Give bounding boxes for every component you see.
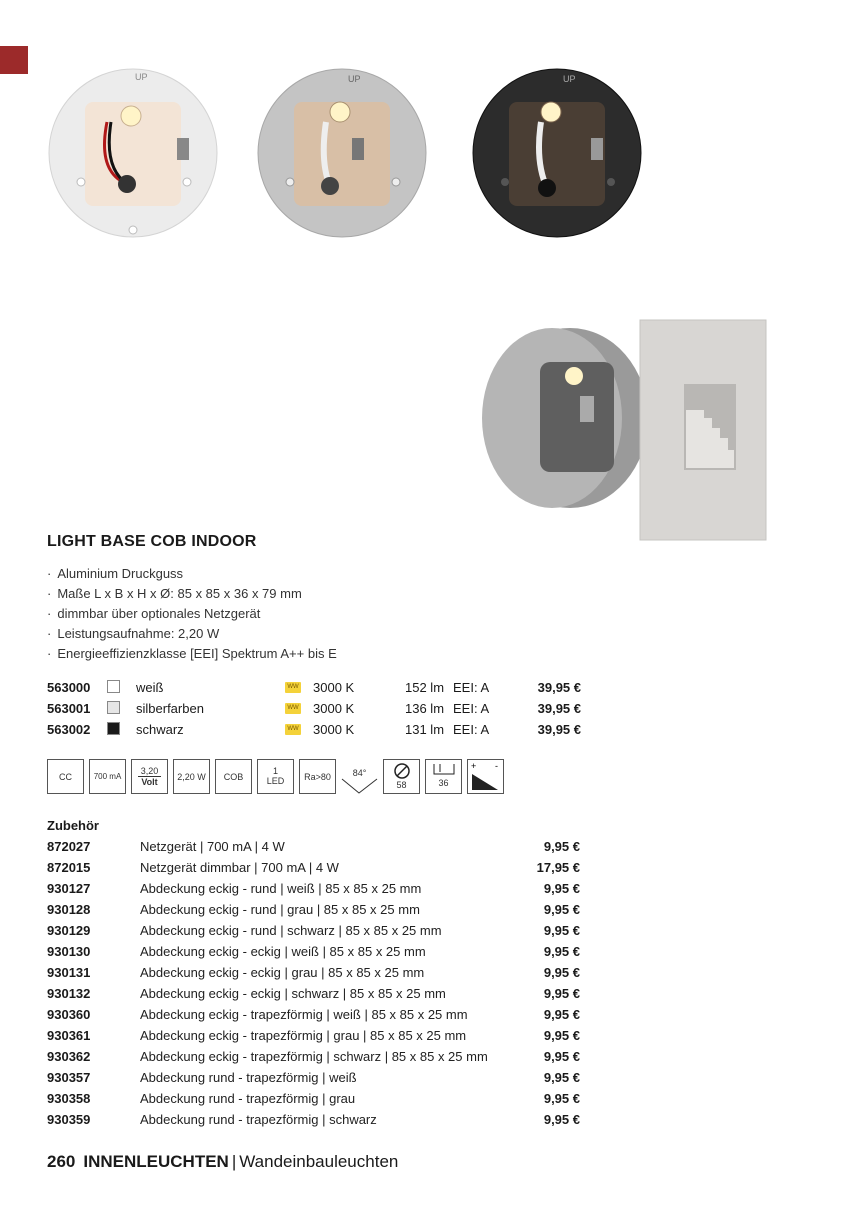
install-depth-icon: 36: [425, 759, 462, 794]
beam-angle-icon: 84°: [341, 759, 378, 794]
dimming-ramp: [468, 760, 503, 793]
product-image-assembly: [480, 318, 770, 542]
accessory-row: [47, 983, 580, 1004]
color-swatch: [107, 722, 120, 735]
accessories-title: Zubehör: [47, 818, 99, 833]
article-number: 872027: [47, 839, 91, 854]
power-icon: 2,20 W: [173, 759, 210, 794]
chapter-tab: [0, 46, 28, 74]
luminous-flux: 131 lm: [405, 722, 445, 737]
article-number: 930131: [47, 965, 91, 980]
price: 17,95 €: [536, 860, 580, 875]
color-name: weiß: [136, 680, 164, 695]
price: 9,95 €: [543, 1028, 580, 1043]
color-swatch: [107, 680, 120, 693]
luminous-flux: 136 lm: [405, 701, 445, 716]
article-number: 930128: [47, 902, 91, 917]
article-number: 930361: [47, 1028, 91, 1043]
article-number: 930362: [47, 1049, 91, 1064]
accessory-row: [47, 962, 580, 983]
article-number: 930129: [47, 923, 91, 938]
accessory-row: [47, 1109, 580, 1130]
accessory-description: Abdeckung eckig - trapezförmig | schwarz | 85 x 85 x 25 mm: [140, 1049, 488, 1064]
variant-row: [47, 698, 587, 719]
price: 9,95 €: [543, 1007, 580, 1022]
ra-icon: Ra>80: [299, 759, 336, 794]
product-title: LIGHT BASE COB INDOOR: [47, 533, 257, 550]
accessory-row: [47, 1088, 580, 1109]
accessory-row: [47, 857, 580, 878]
article-number: 930360: [47, 1007, 91, 1022]
voltage-icon: 3,20 Volt: [131, 759, 168, 794]
page-number: 260: [47, 1152, 76, 1171]
energy-class: EEI: A: [453, 701, 490, 716]
cutout-diameter-icon: 58: [383, 759, 420, 794]
article-number: 563000: [47, 680, 91, 695]
energy-class: EEI: A: [453, 722, 490, 737]
depth-symbol: [432, 762, 456, 778]
price: 9,95 €: [543, 1049, 580, 1064]
accessory-description: Abdeckung eckig - trapezförmig | weiß | 85 x 85 x 25 mm: [140, 1007, 468, 1022]
article-number: 930358: [47, 1091, 91, 1106]
footer-separator: |: [231, 1152, 237, 1171]
color-name: schwarz: [136, 722, 184, 737]
accessory-row: [47, 920, 580, 941]
warm-white-icon: WW: [285, 724, 301, 735]
variant-row: [47, 677, 587, 698]
article-number: 872015: [47, 860, 91, 875]
price: 9,95 €: [543, 923, 580, 938]
accessory-row: [47, 941, 580, 962]
accessory-description: Netzgerät dimmbar | 700 mA | 4 W: [140, 860, 339, 875]
price: 9,95 €: [543, 1091, 580, 1106]
cc-icon: CC: [47, 759, 84, 794]
energy-class: EEI: A: [453, 680, 490, 695]
color-swatch: [107, 701, 120, 714]
accessory-description: Abdeckung rund - trapezförmig | schwarz: [140, 1112, 377, 1127]
article-number: 930132: [47, 986, 91, 1001]
diameter-symbol: [392, 762, 412, 780]
color-temperature: 3000 K: [313, 701, 355, 716]
accessory-description: Abdeckung eckig - rund | weiß | 85 x 85 x 25 mm: [140, 881, 422, 896]
feature-item: · Leistungsaufnahme: 2,20 W: [47, 624, 337, 644]
color-temperature: 3000 K: [313, 722, 355, 737]
accessory-description: Abdeckung rund - trapezförmig | weiß: [140, 1070, 357, 1085]
accessory-row: [47, 836, 580, 857]
product-image-silver: [256, 62, 428, 244]
accessory-row: [47, 1046, 580, 1067]
feature-item: · Aluminium Druckguss: [47, 564, 337, 584]
article-number: 930357: [47, 1070, 91, 1085]
article-number: 563002: [47, 722, 91, 737]
price: 9,95 €: [543, 839, 580, 854]
price: 9,95 €: [543, 881, 580, 896]
article-number: 930127: [47, 881, 91, 896]
svg-text:UP: UP: [563, 74, 576, 84]
led-count-icon: 1 LED: [257, 759, 294, 794]
color-name: silberfarben: [136, 701, 204, 716]
article-number: 563001: [47, 701, 91, 716]
product-image-white: [47, 62, 219, 244]
accessory-description: Abdeckung eckig - trapezförmig | grau | 85 x 85 x 25 mm: [140, 1028, 467, 1043]
accessory-row: [47, 899, 580, 920]
accessory-description: Abdeckung eckig - eckig | grau | 85 x 85 x 25 mm: [140, 965, 425, 980]
svg-text:UP: UP: [348, 74, 361, 84]
product-image-black: [471, 62, 643, 244]
footer-category: INNENLEUCHTEN: [83, 1152, 229, 1171]
variant-row: [47, 719, 587, 740]
current-icon: 700 mA: [89, 759, 126, 794]
accessory-description: Abdeckung eckig - rund | grau | 85 x 85 x 25 mm: [140, 902, 420, 917]
warm-white-icon: WW: [285, 703, 301, 714]
feature-item: · Maße L x B x H x Ø: 85 x 85 x 36 x 79 mm: [47, 584, 337, 604]
accessory-row: [47, 1025, 580, 1046]
price: 39,95 €: [537, 701, 581, 716]
svg-text:UP: UP: [135, 72, 148, 82]
luminous-flux: 152 lm: [405, 680, 445, 695]
dimmable-icon: [467, 759, 504, 794]
article-number: 930130: [47, 944, 91, 959]
warm-white-icon: WW: [285, 682, 301, 693]
cob-icon: COB: [215, 759, 252, 794]
price: 9,95 €: [543, 1070, 580, 1085]
accessory-description: Abdeckung eckig - rund | schwarz | 85 x 85 x 25 mm: [140, 923, 442, 938]
accessory-description: Abdeckung eckig - eckig | weiß | 85 x 85 x 25 mm: [140, 944, 426, 959]
article-number: 930359: [47, 1112, 91, 1127]
price: 39,95 €: [537, 680, 581, 695]
accessory-row: [47, 1004, 580, 1025]
accessory-row: [47, 878, 580, 899]
svg-text:-: -: [495, 761, 498, 771]
price: 9,95 €: [543, 944, 580, 959]
price: 39,95 €: [537, 722, 581, 737]
feature-item: · Energieeffizienzklasse [EEI] Spektrum A++ bis E: [47, 644, 337, 664]
price: 9,95 €: [543, 965, 580, 980]
accessory-description: Netzgerät | 700 mA | 4 W: [140, 839, 285, 854]
price: 9,95 €: [543, 902, 580, 917]
price: 9,95 €: [543, 1112, 580, 1127]
footer-subcategory: Wandeinbauleuchten: [239, 1152, 399, 1171]
feature-item: · dimmbar über optionales Netzgerät: [47, 604, 337, 624]
accessory-description: Abdeckung eckig - eckig | schwarz | 85 x 85 x 25 mm: [140, 986, 446, 1001]
price: 9,95 €: [543, 986, 580, 1001]
svg-text:+: +: [471, 761, 477, 771]
page-footer: [47, 1152, 398, 1172]
accessory-description: Abdeckung rund - trapezförmig | grau: [140, 1091, 356, 1106]
feature-list: [47, 564, 337, 664]
accessory-row: [47, 1067, 580, 1088]
color-temperature: 3000 K: [313, 680, 355, 695]
